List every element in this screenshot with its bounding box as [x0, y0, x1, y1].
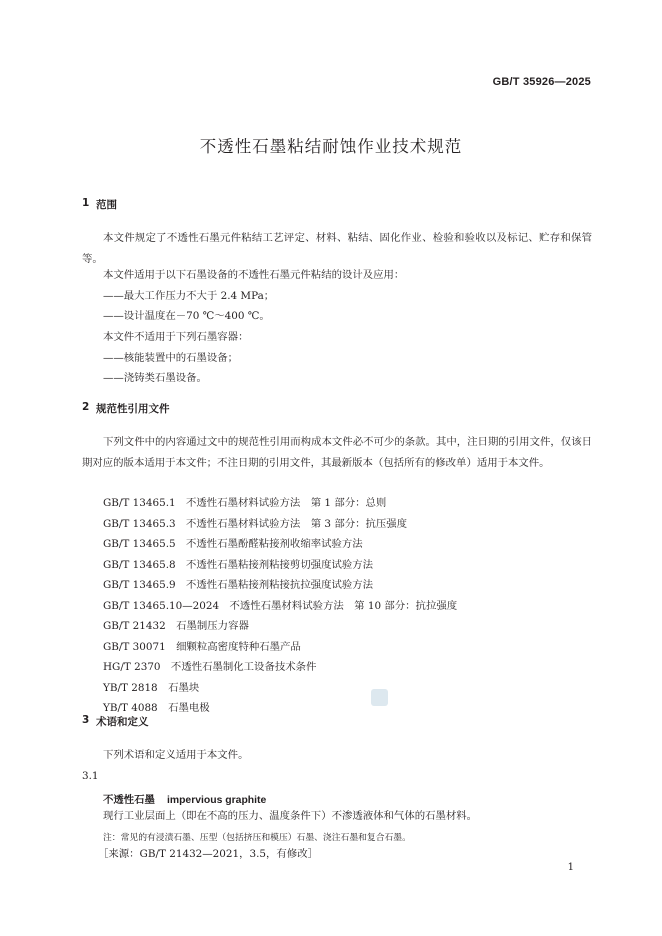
page-number: 1: [567, 862, 574, 873]
section-1-number: 1: [82, 197, 90, 209]
section-1-list-item: ——最大工作压力不大于 2.4 MPa；: [103, 290, 275, 302]
standard-number: GB/T 35926—2025: [492, 76, 591, 88]
section-2-title: 规范性引用文件: [96, 403, 170, 415]
reference-item: GB/T 13465.3 不透性石墨材料试验方法 第 3 部分：抗压强度: [103, 518, 408, 530]
term-name-zh: 不透性石墨: [103, 794, 155, 806]
reference-item: GB/T 30071 细颗粒高密度特种石墨产品: [103, 641, 301, 653]
reference-item: GB/T 13465.5 不透性石墨酚醛粘接剂收缩率试验方法: [103, 538, 363, 550]
term-note: 注：常见的有浸渍石墨、压型（包括挤压和模压）石墨、浇注石墨和复合石墨。: [103, 833, 411, 843]
section-1-list-item: ——浇铸类石墨设备。: [103, 372, 207, 384]
section-3-number: 3: [82, 714, 90, 726]
reference-item: GB/T 13465.1 不透性石墨材料试验方法 第 1 部分：总则: [103, 497, 387, 509]
section-2-intro: 下列文件中的内容通过文中的规范性引用而构成本文件必不可少的条款。其中，注日期的引用文件，仅该日期对应的版本适用于本文件；不注日期的引用文件，其最新版本（包括所有的修改单）适用于本文件。: [82, 436, 592, 469]
reference-item: GB/T 13465.9 不透性石墨粘接剂粘接抗拉强度试验方法: [103, 579, 374, 591]
reference-item: YB/T 4088 石墨电极: [103, 702, 210, 714]
section-1-paragraph: 本文件不适用于下列石墨容器：: [103, 331, 249, 343]
reference-item: GB/T 21432 石墨制压力容器: [103, 620, 249, 632]
section-1-list-item: ——核能装置中的石墨设备；: [103, 352, 239, 364]
term-definition: 现行工业层面上（即在不高的压力、温度条件下）不渗透液体和气体的石墨材料。: [103, 810, 478, 822]
section-1-paragraph: 本文件规定了不透性石墨元件粘结工艺评定、材料、粘结、固化作业、检验和验收以及标记、贮存和保管等。: [82, 232, 592, 265]
document-title: 不透性石墨粘结耐蚀作业技术规范: [199, 137, 463, 156]
section-1-title: 范围: [96, 199, 117, 211]
section-1-paragraph: 本文件适用于以下石墨设备的不透性石墨元件粘结的设计及应用：: [103, 269, 405, 281]
section-2-number: 2: [82, 401, 90, 413]
term-heading: [103, 788, 266, 807]
term-name-en: impervious graphite: [166, 795, 267, 806]
section-3-intro: 下列术语和定义适用于本文件。: [103, 749, 249, 761]
reference-item: YB/T 2818 石墨块: [103, 682, 200, 694]
term-source: ［来源：GB/T 21432—2021，3.5，有修改］: [98, 848, 318, 860]
section-3-title: 术语和定义: [96, 716, 149, 728]
reference-item: GB/T 13465.10—2024 不透性石墨材料试验方法 第 10 部分：抗拉强度: [103, 600, 458, 612]
watermark-icon: [371, 689, 388, 706]
reference-item: GB/T 13465.8 不透性石墨粘接剂粘接剪切强度试验方法: [103, 559, 374, 571]
term-number: 3.1: [82, 770, 99, 782]
section-1-list-item: ——设计温度在－70 ℃～400 ℃。: [103, 310, 270, 322]
reference-item: HG/T 2370 不透性石墨制化工设备技术条件: [103, 661, 317, 673]
